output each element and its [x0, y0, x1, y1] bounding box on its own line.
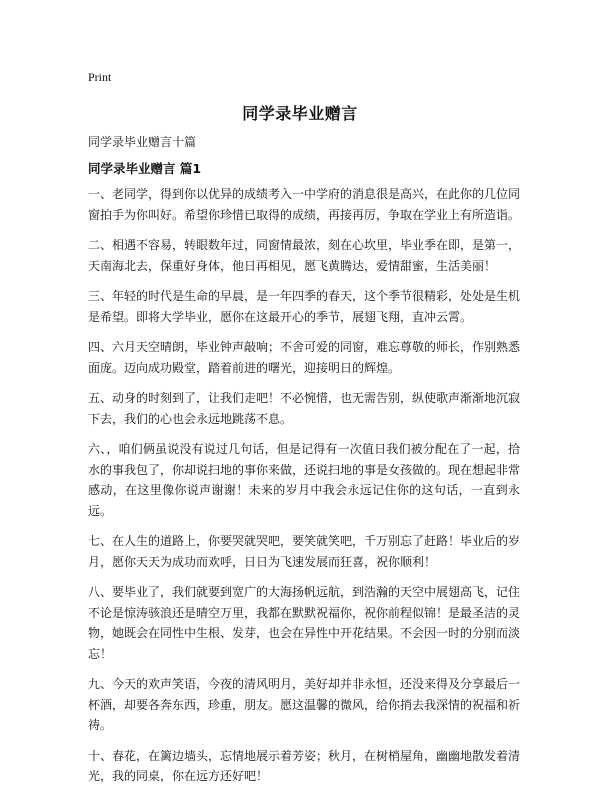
paragraph: 七、在人生的道路上，你要哭就哭吧，要笑就笑吧，千万别忘了赶路！毕业后的岁月，愿你天天为成功而欢呼，日日为飞速发展而狂喜，祝你顺利！ [88, 534, 521, 569]
paragraph: 九、今天的欢声笑语，今夜的清风明月，美好却并非永恒，还没来得及分享最后一杯酒，却要各奔东西，珍重，朋友。愿这温馨的微风，给你捎去我深情的祝福和祈祷。 [88, 677, 521, 732]
page-title: 同学录毕业赠言 [242, 104, 358, 123]
paragraph: 二、相遇不容易，转眼数年过，同窗情最浓，刻在心坎里，毕业季在即，是第一，天南海北去，保重好身体，他日再相见，愿飞黄腾达，爱情甜蜜，生活美丽！ [88, 238, 521, 273]
paragraph: 一、老同学，得到你以优异的成绩考入一中学府的消息很是高兴，在此你的几位同窗拍手为你叫好。希望你珍惜已取得的成绩，再接再厉，争取在学业上有所造诣。 [88, 187, 521, 222]
paragraph: 八、要毕业了，我们就要到宽广的大海扬帆远航，到浩瀚的天空中展翅高飞，记住不论是惊涛骇浪还是晴空万里，我都在默默祝福你，祝你前程似锦！是最圣洁的灵物，她既会在同性中生根、发芽，也会在异性中开花结果。不会因一时的分别而淡忘！ [88, 585, 521, 661]
paragraph: 六、，咱们俩虽说没有说过几句话，但是记得有一次值日我们被分配在了一起，拾水的事我包了，你却说扫地的事你来做，还说扫地的事是女孩做的。现在想起非常感动，在这里像你说声谢谢！未来的岁月中我会永远记住你的这句话，一直到永远。 [88, 442, 521, 518]
section-heading: 同学录毕业赠言 篇1 [88, 161, 202, 176]
print-link[interactable]: Print [88, 70, 112, 84]
paragraph: 五、动身的时刻到了，让我们走吧！不必惋惜，也无需告别，纵使歌声渐渐地沉寂下去，我们的心也会永远地跳荡不息。 [88, 391, 521, 426]
document-subtitle: 同学录毕业赠言十篇 [88, 135, 197, 149]
content-body [88, 184, 520, 797]
paragraph: 四、六月天空晴朗，毕业钟声敲响；不舍可爱的同窗，难忘尊敬的师长，作别熟悉面庞。迈向成功殿堂，踏着前进的曙光，迎接明日的辉煌。 [88, 340, 521, 375]
paragraph: 十、春花，在篱边墙头，忘情地展示着芳姿；秋月，在树梢屋角，幽幽地散发着清光，我的同桌，你在远方还好吧！ [88, 748, 521, 783]
paragraph: 三、年轻的时代是生命的早晨，是一年四季的春天，这个季节很精彩，处处是生机是希望。即将大学毕业，愿你在这最开心的季节，展翅飞翔，直冲云霄。 [88, 289, 521, 324]
